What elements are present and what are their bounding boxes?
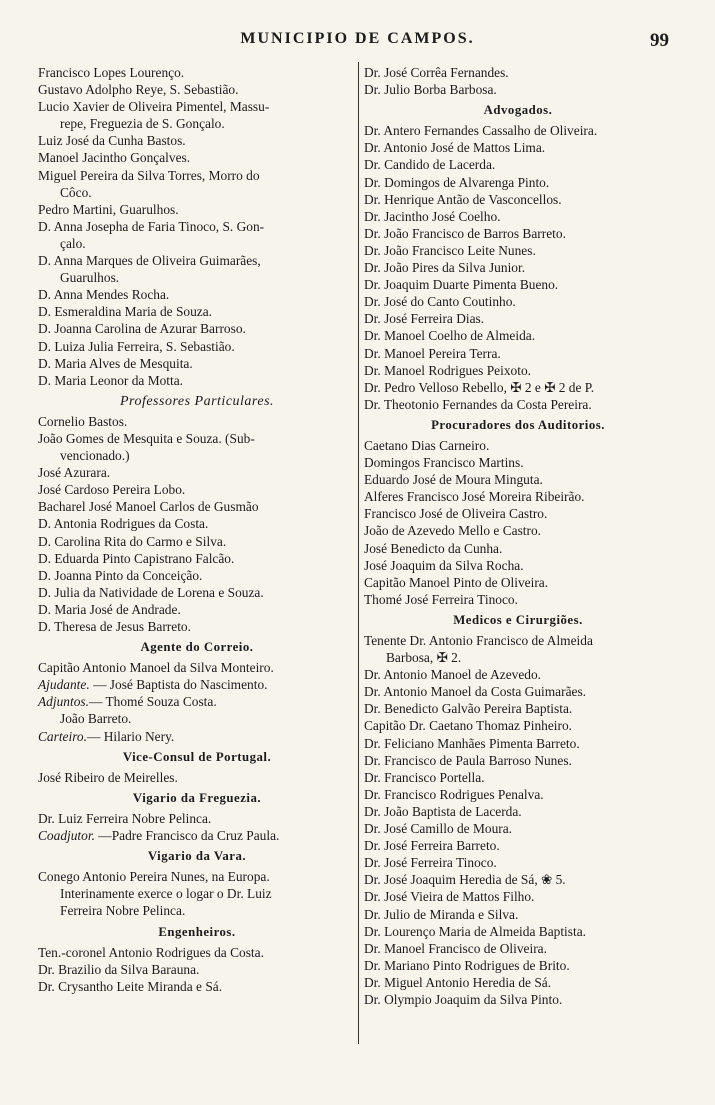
list-item: Dr. João Francisco Leite Nunes. [364,242,536,258]
list-item: D. Anna Mendes Rocha. [38,287,170,303]
list-item: Pedro Martini, Guarulhos. [38,201,179,217]
vigario-freguezia-list [38,810,356,844]
list-continued [364,64,672,98]
list-item: Dr. Manoel Francisco de Oliveira. [364,940,547,956]
vigario-vara-list [38,868,356,919]
page-number: 99 [650,30,669,51]
list-item: Dr. Theotonio Fernandes da Costa Pereira. [364,396,592,412]
list-item: Capitão Antonio Manoel da Silva Monteiro. [38,660,274,676]
list-item: D. Maria Leonor da Motta. [38,372,184,388]
section-heading-viceconsul: Vice-Consul de Portugal. [122,749,272,764]
page-title: MUNICIPIO DE CAMPOS. [240,30,475,47]
list-item: Dr. Antonio Manoel de Azevedo. [364,667,542,683]
list-item: José Benedicto da Cunha. [364,540,503,556]
list-item: Dr. João Francisco de Barros Barreto. [364,225,566,241]
list-item [38,827,356,844]
list-item: Ten.-coronel Antonio Rodrigues da Costa. [38,944,264,960]
list-item: Alferes Francisco José Moreira Ribeirão. [364,489,585,505]
list-item: José Azurara. [38,465,111,481]
list-item: Dr. Crysantho Leite Miranda e Sá. [38,978,223,994]
engenheiros-list [38,944,356,995]
section-heading-professores: Professores Particulares. [119,393,275,409]
list-item: Dr. Jacintho José Coelho. [364,208,501,224]
list-item: Dr. Francisco Rodrigues Penalva. [364,786,544,802]
list-item: João Barreto. [60,711,132,727]
section-heading-medicos: Medicos e Cirurgiões. [453,612,583,627]
list-item: Dr. João Pires da Silva Junior. [364,260,526,276]
list-item: Cornelio Bastos. [38,413,128,429]
role-value: — Hilario Nery. [86,728,175,744]
list-item: Dr. Antonio José de Mattos Lima. [364,140,546,156]
list-item: Luiz José da Cunha Bastos. [38,133,186,149]
role-value: —Padre Francisco da Cruz Paula. [98,828,280,844]
role-label: Coadjutor. [38,828,95,844]
list-item: Dr. Manoel Rodrigues Peixoto. [364,362,531,378]
list-item: D. Eduarda Pinto Capistrano Falcão. [38,550,235,566]
list-item: Dr. Francisco de Paula Barroso Nunes. [364,752,572,768]
list-item: José Cardoso Pereira Lobo. [38,482,186,498]
medicos-list [364,632,672,1008]
section-heading-vigario-freguezia: Vigario da Freguezia. [132,790,262,805]
section-heading-correio: Agente do Correio. [140,640,254,655]
list-item: Dr. Antero Fernandes Cassalho de Oliveira. [364,123,598,139]
list-item: Dr. José Corrêa Fernandes. [364,65,509,80]
list-item: Dr. José Ferreira Tinoco. [364,855,497,871]
list-item: D. Carolina Rita do Carmo e Silva. [38,533,227,549]
list-item: Dr. Manoel Coelho de Almeida. [364,328,536,344]
list-item: Côco. [60,184,92,200]
list-item [38,728,356,745]
advogados-list [364,122,672,413]
list-item: Dr. Mariano Pinto Rodrigues de Brito. [364,957,570,973]
list-item: Dr. Luiz Ferreira Nobre Pelinca. [38,810,212,826]
list-item: Dr. Lourenço Maria de Almeida Baptista. [364,923,586,939]
role-value: — José Baptista do Nascimento. [93,677,268,693]
list-item: Dr. José Vieira de Mattos Filho. [364,889,535,905]
list-item: Dr. Feliciano Manhães Pimenta Barreto. [364,735,580,751]
list-item: D. Joanna Carolina de Azurar Barroso. [38,321,246,337]
list-item: Dr. Henrique Antão de Vasconcellos. [364,191,562,207]
list-item: Interinamente exerce o logar o Dr. Luiz [60,886,272,902]
list-item: Francisco Lopes Lourenço. [38,65,185,80]
list-item: José Joaquim da Silva Rocha. [364,557,524,573]
section-heading-procuradores: Procuradores dos Auditorios. [431,417,605,432]
list-item: Dr. José Ferreira Barreto. [364,838,500,854]
list-item: D. Maria José de Andrade. [38,601,181,617]
list-item: Dr. Joaquim Duarte Pimenta Bueno. [364,277,559,293]
list-item: Dr. Benedicto Galvão Pereira Baptista. [364,701,573,717]
list-item [38,693,356,710]
list-item: D. Maria Alves de Mesquita. [38,355,193,371]
list-item: Dr. Julio Borba Barbosa. [364,82,497,98]
list-item: Dr. Pedro Velloso Rebello, ✠ 2 e ✠ 2 de P. [364,379,595,395]
list-item: Dr. Manoel Pereira Terra. [364,345,501,361]
list-item: Dr. Francisco Portella. [364,769,485,785]
list-item: Capitão Dr. Caetano Thomaz Pinheiro. [364,718,573,734]
role-label: Adjuntos. [38,694,89,710]
page-header [0,30,715,58]
list-item: D. Theresa de Jesus Barreto. [38,619,191,634]
list-item: Dr. José Joaquim Heredia de Sá, ❀ 5. [364,872,566,888]
section-heading-advogados: Advogados. [483,103,553,118]
role-value: — Thomé Souza Costa. [88,694,217,710]
list-item: Thomé José Ferreira Tinoco. [364,591,518,607]
left-column [38,64,356,995]
list-item: Dr. Domingos de Alvarenga Pinto. [364,174,550,190]
list-item: Dr. Candido de Lacerda. [364,157,496,173]
list-item: Barbosa, ✠ 2. [386,650,462,666]
list-item: Dr. Brazilio da Silva Barauna. [38,961,200,977]
list-item: D. Anna Josepha de Faria Tinoco, S. Gon- [38,218,265,234]
list-item: D. Luiza Julia Ferreira, S. Sebastião. [38,338,235,354]
list-item: Dr. José Ferreira Dias. [364,311,485,327]
list-item: Guarulhos. [60,270,120,286]
column-divider [358,62,359,1044]
list-item: D. Esmeraldina Maria de Souza. [38,304,213,320]
list-item: Dr. José Camillo de Moura. [364,821,513,837]
list-item: D. Anna Marques de Oliveira Guimarães, [38,253,261,269]
teachers-list-continued [38,64,356,389]
list-item: Ferreira Nobre Pelinca. [60,903,186,919]
list-item: vencionado.) [60,448,130,464]
list-item: Tenente Dr. Antonio Francisco de Almeida [364,633,593,648]
list-item: Manoel Jacintho Gonçalves. [38,150,191,166]
list-item: Francisco José de Oliveira Castro. [364,506,548,522]
list-item: Dr. Olympio Joaquim da Silva Pinto. [364,991,563,1007]
correio-list [38,659,356,744]
list-item: Dr. Julio de Miranda e Silva. [364,906,519,922]
section-heading-vigario-vara: Vigario da Vara. [147,849,247,864]
list-item: Dr. Miguel Antonio Heredia de Sá. [364,974,552,990]
section-heading-engenheiros: Engenheiros. [158,924,236,939]
list-item: Capitão Manoel Pinto de Oliveira. [364,574,549,590]
list-item: çalo. [60,235,86,251]
list-item: José Ribeiro de Meirelles. [38,769,178,785]
list-item: Dr. José do Canto Coutinho. [364,294,516,310]
list-item: Gustavo Adolpho Reye, S. Sebastião. [38,82,239,98]
list-item: D. Joanna Pinto da Conceição. [38,567,203,583]
list-item: Dr. Antonio Manoel da Costa Guimarães. [364,684,587,700]
role-label: Carteiro. [38,728,87,744]
list-item: Eduardo José de Moura Minguta. [364,472,543,488]
list-item: João Gomes de Mesquita e Souza. (Sub- [38,430,255,446]
list-item: Miguel Pereira da Silva Torres, Morro do [38,167,260,183]
list-item: D. Antonia Rodrigues da Costa. [38,516,209,532]
list-item [38,676,356,693]
list-item: Dr. João Baptista de Lacerda. [364,803,522,819]
list-item: João de Azevedo Mello e Castro. [364,523,542,539]
list-item: repe, Freguezia de S. Gonçalo. [60,116,225,132]
list-item: Bacharel José Manoel Carlos de Gusmão [38,499,259,515]
list-item: Caetano Dias Carneiro. [364,437,490,453]
procuradores-list [364,437,672,608]
list-item: D. Julia da Natividade de Lorena e Souza. [38,584,264,600]
list-item: Conego Antonio Pereira Nunes, na Europa. [38,869,270,885]
professores-list [38,413,356,635]
role-label: Ajudante. [38,677,90,693]
list-item: Domingos Francisco Martins. [364,455,524,471]
list-item: Lucio Xavier de Oliveira Pimentel, Massu- [38,99,270,115]
right-column [364,64,672,1008]
